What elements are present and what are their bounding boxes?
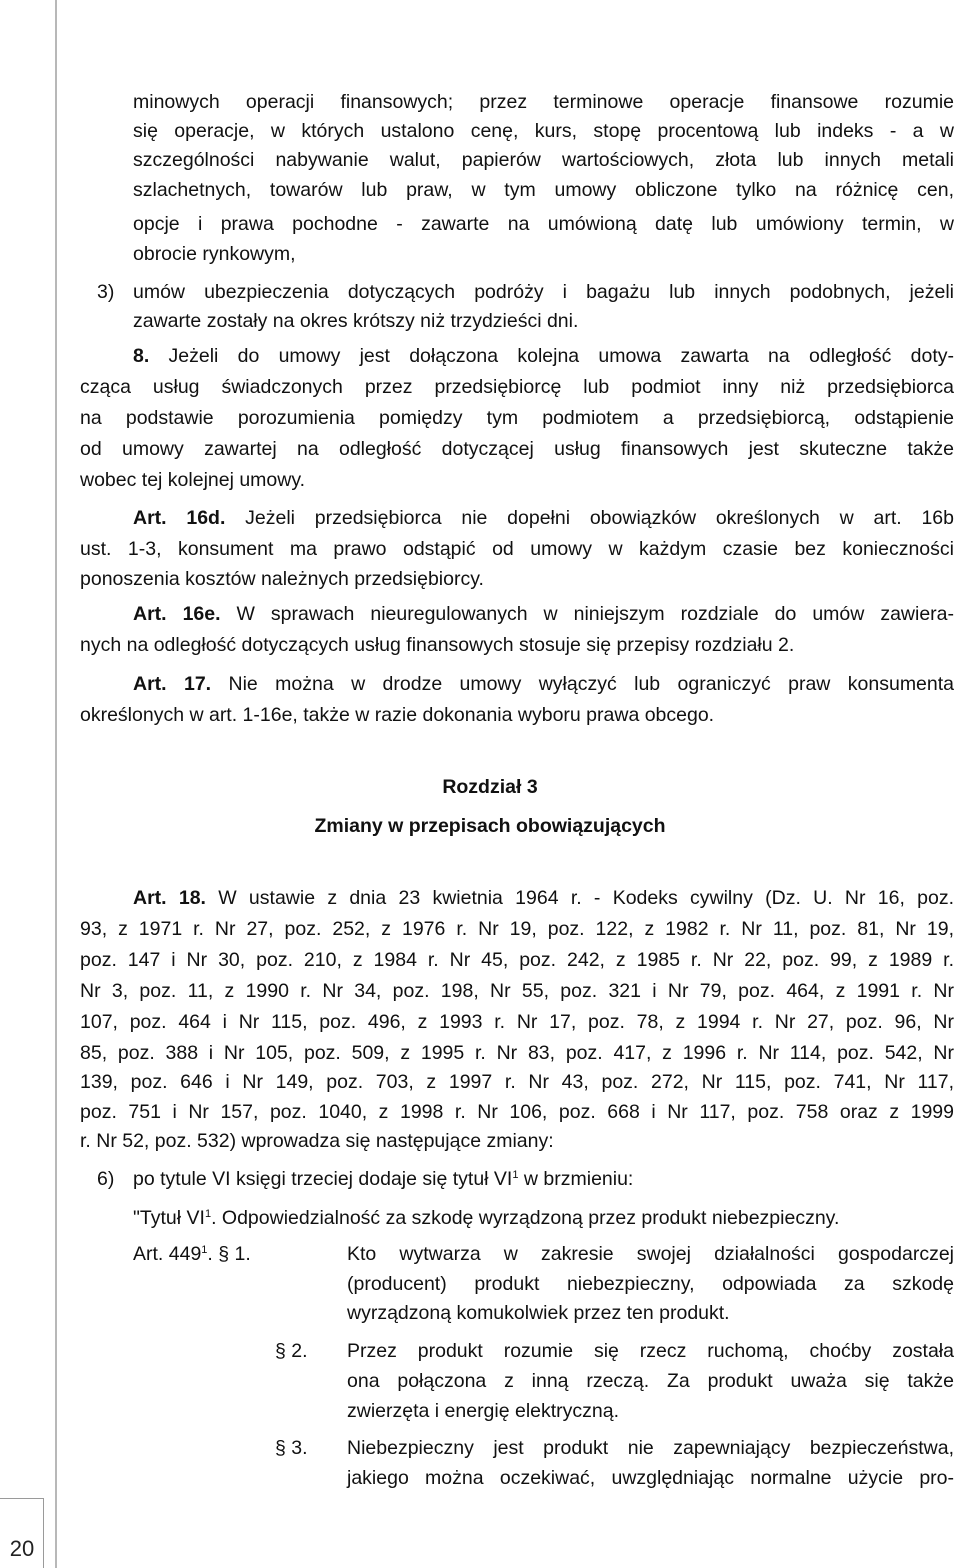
text-line: Nr 3, poz. 11, z 1990 r. Nr 34, poz. 198, Nr 55, poz. 321 i Nr 79, poz. 464, z 1991 r. Nr — [80, 980, 954, 1002]
text-line: poz. 751 i Nr 157, poz. 1040, z 1998 r. Nr 106, poz. 668 i Nr 117, poz. 758 oraz z 1999 — [80, 1101, 954, 1123]
item-number: 3) — [97, 281, 115, 303]
text-fragment: "Tytuł VI — [133, 1207, 205, 1229]
superscript: 1 — [512, 1169, 519, 1181]
chapter-title: Rozdział 3 — [442, 776, 538, 798]
page-number: 20 — [9, 1536, 35, 1561]
superscript: 1 — [201, 1244, 208, 1256]
text-line: Kto wytwarza w zakresie swojej działalności gospodarczej — [347, 1243, 954, 1265]
title-vi1-heading — [133, 1204, 954, 1233]
article-label: Art. 18. — [133, 887, 206, 909]
text-line: nych na odległość dotyczących usług finansowych stosuje się przepisy rozdziału 2. — [80, 634, 795, 656]
article-449-1-heading — [133, 1240, 251, 1269]
text-line: Jeżeli przedsiębiorca nie dopełni obowiązków określonych w art. 16b — [245, 507, 954, 529]
text-line: minowych operacji finansowych; przez terminowe operacje finansowe rozumie — [133, 91, 954, 113]
text-line: zwierzęta i energię elektryczną. — [347, 1400, 620, 1422]
text-line: poz. 147 i Nr 30, poz. 210, z 1984 r. Nr 45, poz. 242, z 1985 r. Nr 22, poz. 99, z 1989 r. — [80, 949, 954, 971]
text-fragment: Art. 449 — [133, 1243, 202, 1265]
text-fragment: w brzmieniu: — [518, 1168, 634, 1190]
article-16d-first-line — [133, 504, 954, 533]
article-label: Art. 16d. — [133, 507, 226, 529]
text-line: Jeżeli do umowy jest dołączona kolejna umowa zawarta na odległość doty- — [168, 345, 954, 367]
text-fragment: . Odpowiedzialność za szkodę wyrządzoną przez produkt niebezpieczny. — [211, 1207, 840, 1229]
paragraph-sign: § 2. — [275, 1340, 308, 1362]
superscript: 1 — [204, 1208, 212, 1220]
paragraph-8-first-line — [133, 342, 954, 371]
article-16e-first-line — [133, 600, 954, 629]
item-6-text — [133, 1165, 954, 1194]
paragraph-label: 8. — [133, 345, 150, 367]
text-line: 85, poz. 388 i Nr 105, poz. 509, z 1995 r. Nr 83, poz. 417, z 1996 r. Nr 114, poz. 542, Nr — [80, 1042, 954, 1064]
text-line: jakiego można oczekiwać, uwzględniając normalne użycie pro- — [347, 1467, 954, 1489]
text-line: na podstawie porozumienia pomiędzy tym podmiotem a przedsiębiorcą, odstąpienie — [80, 407, 954, 429]
article-18-first-line — [133, 884, 954, 913]
text-line: Nie można w drodze umowy wyłączyć lub ograniczyć praw konsumenta — [228, 673, 955, 695]
text-line: wobec tej kolejnej umowy. — [80, 469, 306, 491]
text-line: ona połączona z inną rzeczą. Za produkt uważa się także — [347, 1370, 954, 1392]
item-number: 6) — [97, 1168, 115, 1190]
text-line: Przez produkt rozumie się rzecz ruchomą, choćby została — [347, 1340, 954, 1362]
text-line: określonych w art. 1-16e, także w razie dokonania wyboru prawa obcego. — [80, 704, 715, 726]
text-line: r. Nr 52, poz. 532) wprowadza się następujące zmiany: — [80, 1130, 554, 1152]
text-line: szlachetnych, towarów lub praw, w tym umowy obliczone tylko na różnicę cen, — [133, 179, 954, 201]
text-line: zawarte zostały na okres krótszy niż trzydzieści dni. — [133, 310, 579, 332]
margin-rule — [55, 0, 57, 1568]
text-line: ponoszenia kosztów należnych przedsiębiorcy. — [80, 568, 484, 590]
text-line: 107, poz. 464 i Nr 115, poz. 496, z 1993 r. Nr 17, poz. 78, z 1994 r. Nr 27, poz. 96, Nr — [80, 1011, 954, 1033]
text-line: się operacje, w których ustalono cenę, kurs, stopę procentową lub indeks - a w — [133, 120, 954, 142]
page-number-tab — [0, 1498, 44, 1568]
text-fragment: . § 1. — [207, 1243, 251, 1265]
text-line: Niebezpieczny jest produkt nie zapewniający bezpieczeństwa, — [347, 1437, 954, 1459]
text-line: cząca usług świadczonych przez przedsiębiorcę lub podmiot inny niż przedsiębiorca — [80, 376, 954, 398]
text-line: (producent) produkt niebezpieczny, odpowiada za szkodę — [347, 1273, 954, 1295]
paragraph-sign: § 3. — [275, 1437, 308, 1459]
text-line: 139, poz. 646 i Nr 149, poz. 703, z 1997 r. Nr 43, poz. 272, Nr 115, poz. 741, Nr 117, — [80, 1071, 954, 1093]
text-line: umów ubezpieczenia dotyczących podróży i bagażu lub innych podobnych, jeżeli — [133, 281, 954, 303]
text-line: szczególności nabywanie walut, papierów wartościowych, złota lub innych metali — [133, 149, 954, 171]
text-line: 93, z 1971 r. Nr 27, poz. 252, z 1976 r. Nr 19, poz. 122, z 1982 r. Nr 11, poz. 81, Nr 19, — [80, 918, 954, 940]
text-line: od umowy zawartej na odległość dotyczącej usług finansowych jest skuteczne także — [80, 438, 954, 460]
text-line: W ustawie z dnia 23 kwietnia 1964 r. - Kodeks cywilny (Dz. U. Nr 16, poz. — [218, 887, 955, 909]
text-line: ust. 1-3, konsument ma prawo odstąpić od umowy w każdym czasie bez konieczności — [80, 538, 954, 560]
text-line: W sprawach nieuregulowanych w niniejszym rozdziale do umów zawiera- — [236, 603, 955, 625]
article-label: Art. 17. — [133, 673, 212, 695]
article-17-first-line — [133, 670, 954, 699]
text-line: obrocie rynkowym, — [133, 243, 296, 265]
text-fragment: po tytule VI księgi trzeciej dodaje się tytuł VI — [133, 1168, 513, 1190]
article-label: Art. 16e. — [133, 603, 221, 625]
chapter-subtitle: Zmiany w przepisach obowiązujących — [314, 815, 666, 837]
text-line: opcje i prawa pochodne - zawarte na umówioną datę lub umówiony termin, w — [133, 213, 954, 235]
text-line: wyrządzoną komukolwiek przez ten produkt. — [347, 1302, 730, 1324]
